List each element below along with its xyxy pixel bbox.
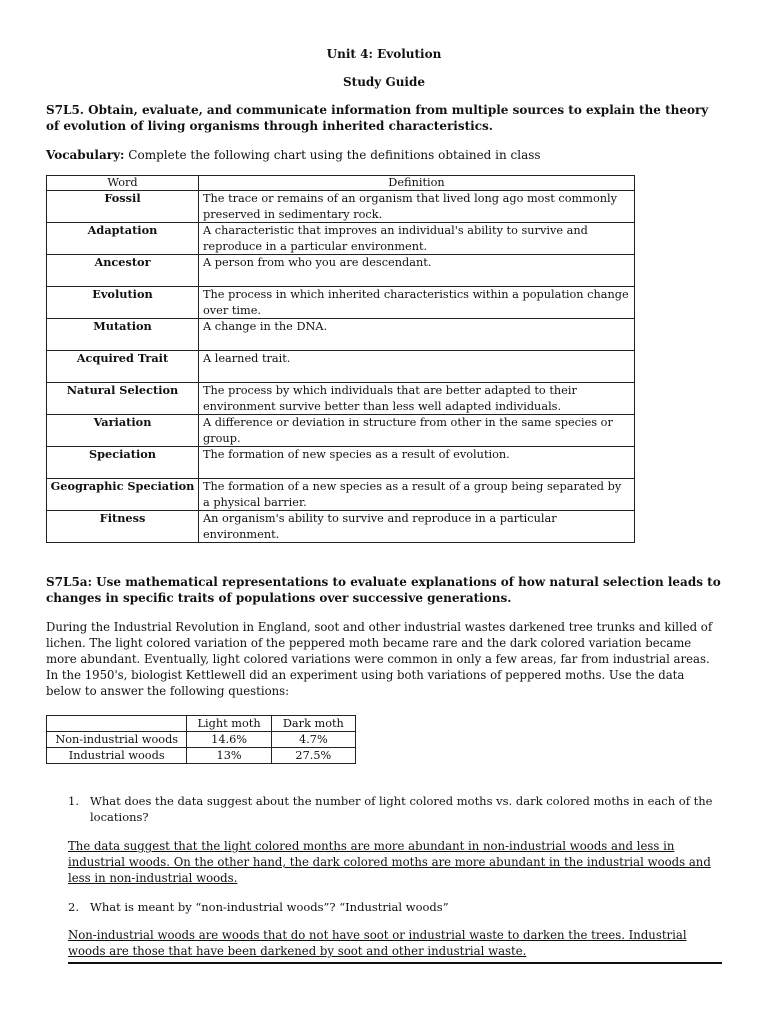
moth-header-light: Light moth (187, 716, 271, 732)
vocabulary-label: Vocabulary: (46, 148, 125, 162)
vocab-word: Ancestor (47, 255, 199, 287)
answer-2: Non-industrial woods are woods that do not have soot or industrial waste to darken the trees. Industrial woods are those that have been darkened by soot and other industrial waste. (68, 928, 687, 958)
vocabulary-instruction (46, 147, 722, 163)
vocab-definition: A difference or deviation in structure from other in the same species or group. (199, 415, 635, 447)
vocab-row (47, 511, 635, 543)
vocab-word: Variation (47, 415, 199, 447)
page-title: Unit 4: Evolution (326, 47, 442, 61)
moth-location: Industrial woods (47, 748, 187, 764)
vocab-definition: A person from who you are descendant. (199, 255, 635, 287)
moth-header-dark: Dark moth (271, 716, 355, 732)
vocab-definition: The formation of a new species as a result of a group being separated by a physical barrier. (199, 479, 635, 511)
question-text: What is meant by “non-industrial woods”? “Industrial woods” (90, 900, 449, 914)
vocab-word: Geographic Speciation (47, 479, 199, 511)
question-number: 1. (68, 794, 79, 808)
vocab-row (47, 287, 635, 319)
vocab-row (47, 479, 635, 511)
vocab-definition: The trace or remains of an organism that lived long ago most commonly preserved in sedimentary rock. (199, 191, 635, 223)
vocab-definition: The process in which inherited characteristics within a population change over time. (199, 287, 635, 319)
vocabulary-instruction-text: Complete the following chart using the definitions obtained in class (124, 148, 541, 162)
vocab-word: Acquired Trait (47, 351, 199, 383)
moth-header-location (47, 716, 187, 732)
page-subtitle: Study Guide (342, 75, 426, 89)
vocab-row (47, 351, 635, 383)
standard-s7l5: S7L5. Obtain, evaluate, and communicate information from multiple sources to explain the theory of evolution of living organisms through inherited characteristics. (46, 103, 709, 133)
vocab-word: Evolution (47, 287, 199, 319)
vocab-word: Mutation (47, 319, 199, 351)
moth-light-value: 13% (187, 748, 271, 764)
vocab-word: Natural Selection (47, 383, 199, 415)
intro-paragraph: During the Industrial Revolution in England, soot and other industrial wastes darkened tree trunks and killed of lichen. The light colored variation of the peppered moth became rare and the dark colored variation became more abundant. Eventually, light colored variations were common in only a few areas, far from industrial areas. In the 1950's, biologist Kettlewell did an experiment using both variations of peppered moths. Use the data below to answer the following questions: (46, 620, 713, 698)
vocab-row (47, 383, 635, 415)
vocab-definition: An organism's ability to survive and reproduce in a particular environment. (199, 511, 635, 543)
vocab-row (47, 255, 635, 287)
vocab-row (47, 191, 635, 223)
vocab-definition: The process by which individuals that are better adapted to their environment survive better than less well adapted individuals. (199, 383, 635, 415)
vocab-header-word: Word (47, 176, 199, 191)
moth-data-table (46, 715, 356, 764)
vocab-row (47, 415, 635, 447)
moth-light-value: 14.6% (187, 732, 271, 748)
vocab-word: Adaptation (47, 223, 199, 255)
vocab-row (47, 319, 635, 351)
vocabulary-table (46, 175, 635, 543)
moth-row (47, 748, 356, 764)
page-divider (68, 962, 722, 964)
answer-1: The data suggest that the light colored months are more abundant in non-industrial woods and less in industrial woods. On the other hand, the dark colored moths are more abundant in the industrial woods and less in non-industrial woods. (68, 839, 711, 885)
vocab-header-definition: Definition (199, 176, 635, 191)
vocab-word: Fossil (47, 191, 199, 223)
vocab-row (47, 447, 635, 479)
vocab-definition: A change in the DNA. (199, 319, 635, 351)
vocab-definition: A learned trait. (199, 351, 635, 383)
vocab-definition: The formation of new species as a result of evolution. (199, 447, 635, 479)
moth-dark-value: 4.7% (271, 732, 355, 748)
question-text: What does the data suggest about the number of light colored moths vs. dark colored moths in each of the locations? (90, 794, 713, 824)
standard-s7l5a: S7L5a: Use mathematical representations to evaluate explanations of how natural selection leads to changes in specific traits of populations over successive generations. (46, 575, 721, 605)
moth-row (47, 732, 356, 748)
vocab-row (47, 223, 635, 255)
vocab-word: Speciation (47, 447, 199, 479)
moth-dark-value: 27.5% (271, 748, 355, 764)
question-number: 2. (68, 900, 79, 914)
moth-location: Non-industrial woods (47, 732, 187, 748)
vocab-definition: A characteristic that improves an individual's ability to survive and reproduce in a particular environment. (199, 223, 635, 255)
vocab-word: Fitness (47, 511, 199, 543)
